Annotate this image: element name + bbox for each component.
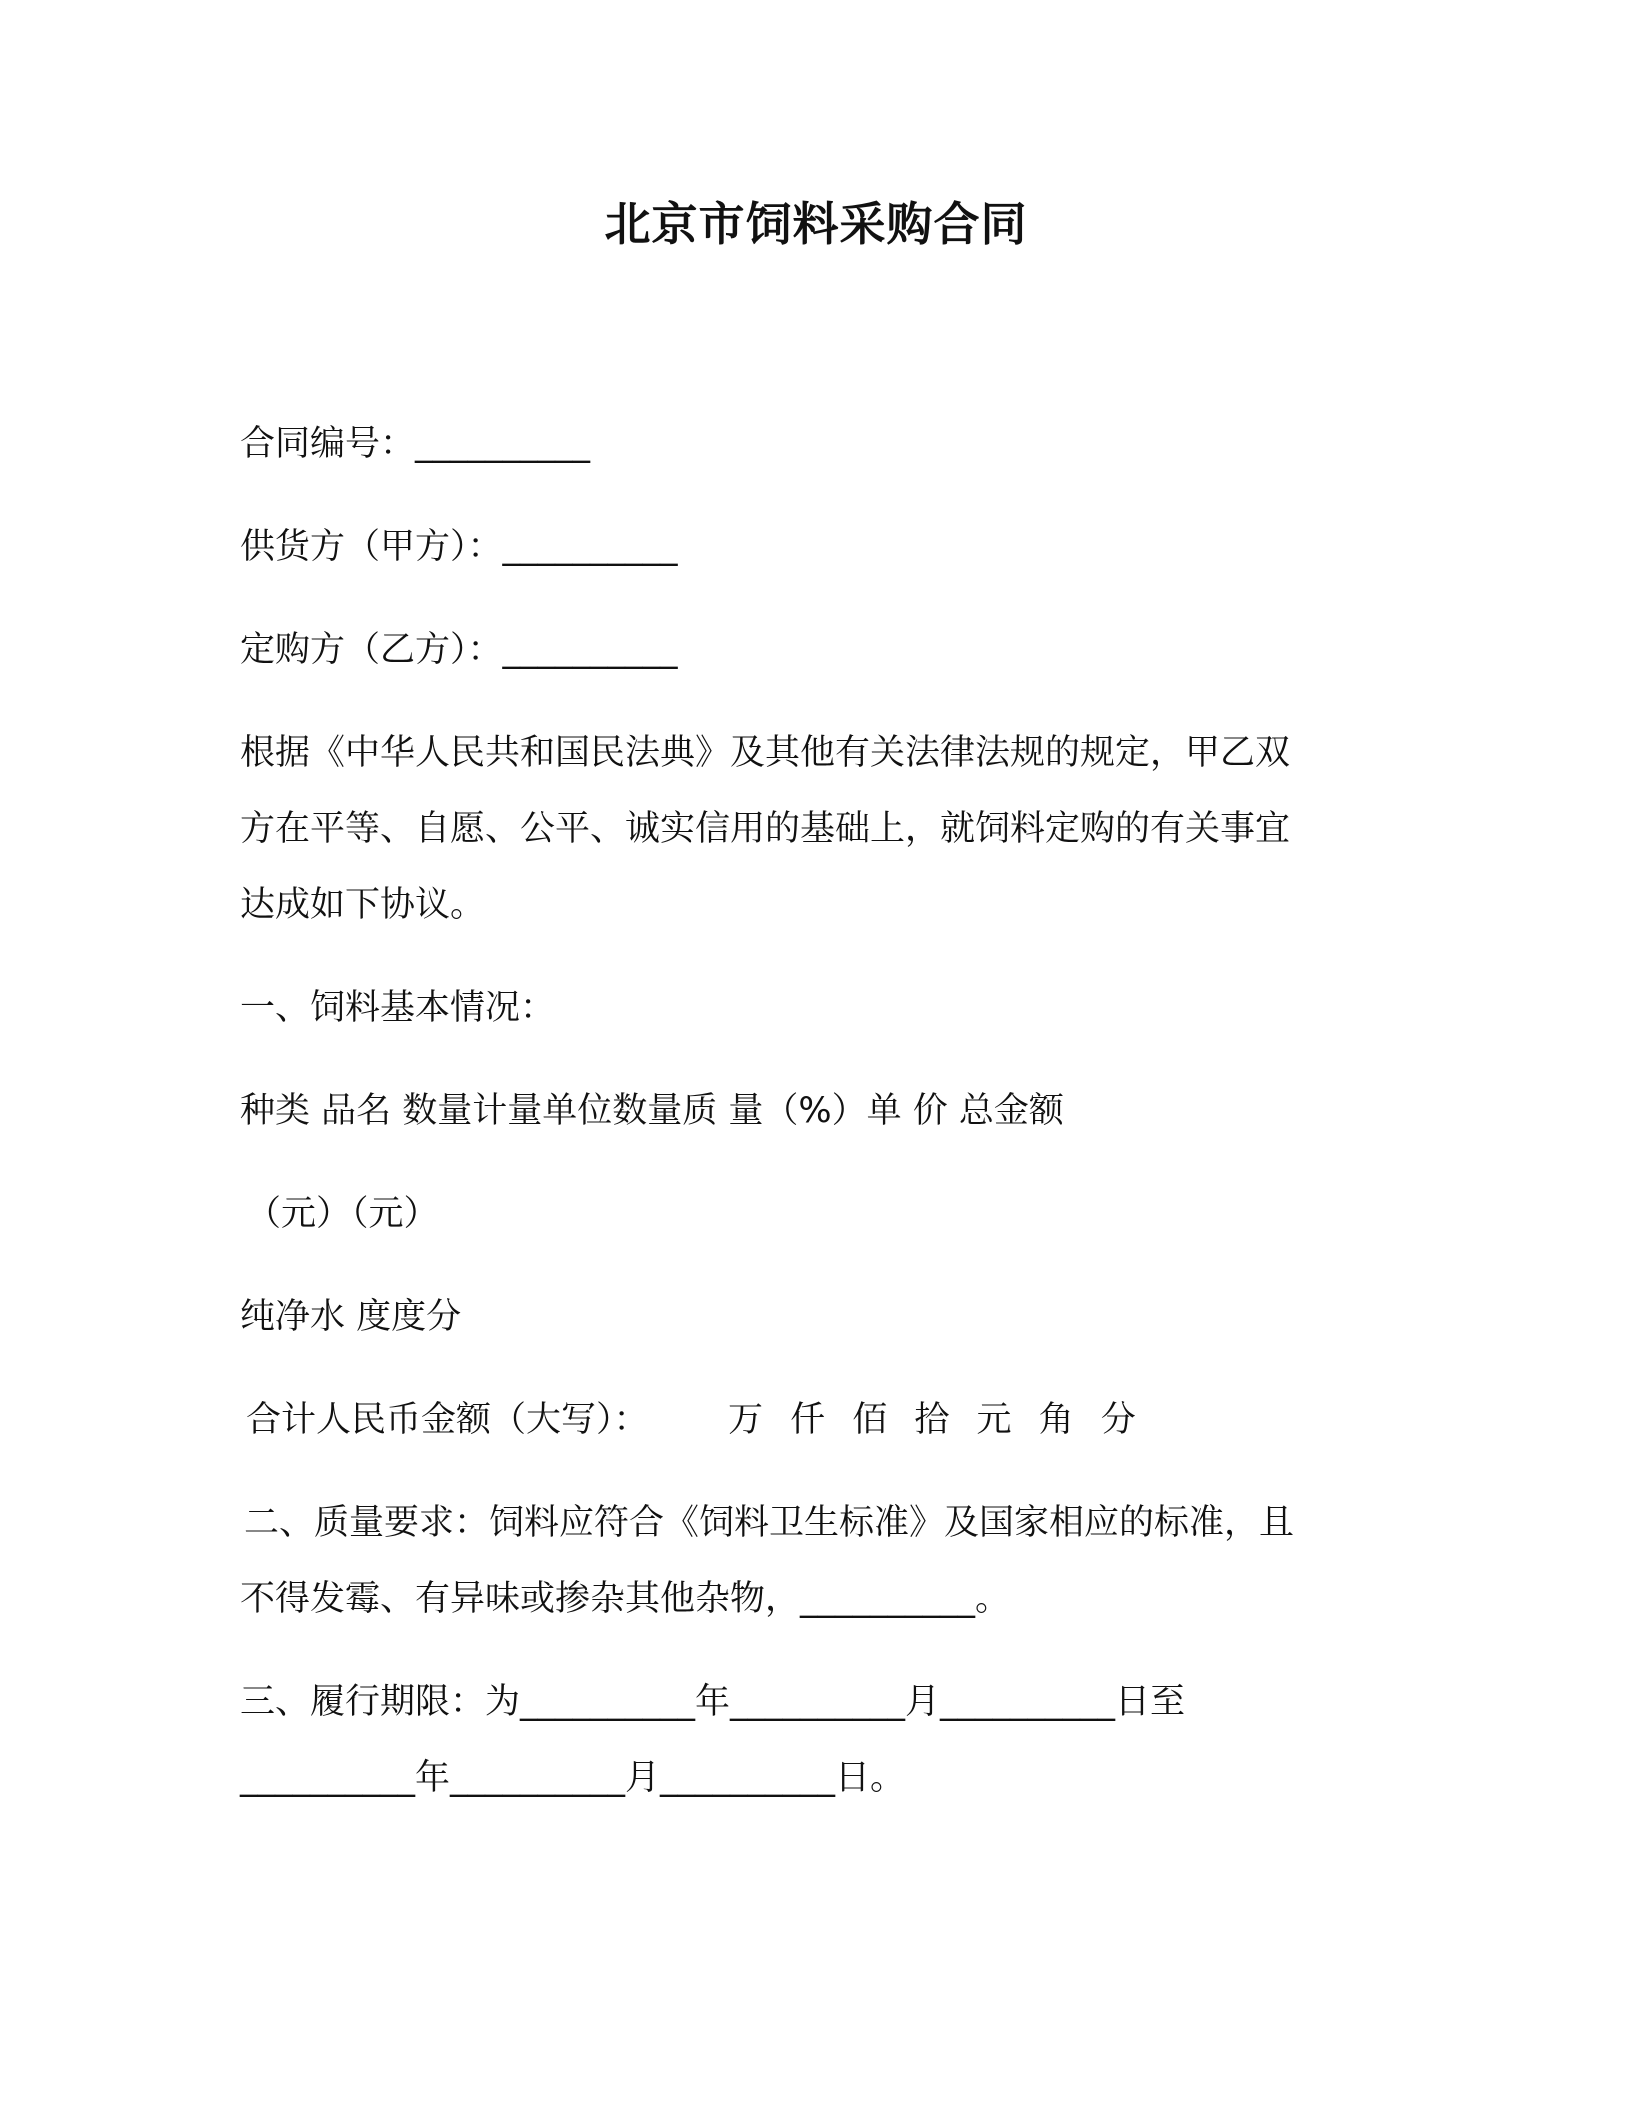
- document-title: 北京市饲料采购合同: [604, 197, 1028, 251]
- section-1-heading: 一、饲料基本情况：: [240, 988, 556, 1028]
- table-header-row: 种类 品名 数量计量单位数量质 量（%）单 价 总金额: [240, 1091, 1064, 1131]
- preamble-line-2: 方在平等、自愿、公平、诚实信用的基础上，就饲料定购的有关事宜: [240, 809, 1291, 849]
- preamble-line-1: 根据《中华人民共和国民法典》及其他有关法律法规的规定，甲乙双: [240, 733, 1291, 773]
- total-amount-label: 合计人民币金额（大写）：: [246, 1400, 649, 1440]
- table-units-row: （元）（元）: [246, 1194, 439, 1234]
- section-2-line-2: 不得发霉、有异味或掺杂其他杂物，__________。: [240, 1579, 1011, 1619]
- section-3-line-1: 三、履行期限：为__________年__________月__________日至: [240, 1682, 1186, 1722]
- supplier-line: 供货方（甲方）：__________: [240, 527, 678, 567]
- contract-number-line: 合同编号：__________: [240, 424, 591, 464]
- preamble-line-3: 达成如下协议。: [240, 885, 486, 925]
- section-3-line-2: __________年__________月__________日。: [240, 1758, 906, 1798]
- buyer-line: 定购方（乙方）：__________: [240, 630, 678, 670]
- section-2-line-1: 二、质量要求：饲料应符合《饲料卫生标准》及国家相应的标准，且: [244, 1503, 1295, 1543]
- table-item-row: 纯净水 度度分: [240, 1297, 462, 1337]
- total-amount-units: 万 仟 佰 拾 元 角 分: [728, 1400, 1144, 1440]
